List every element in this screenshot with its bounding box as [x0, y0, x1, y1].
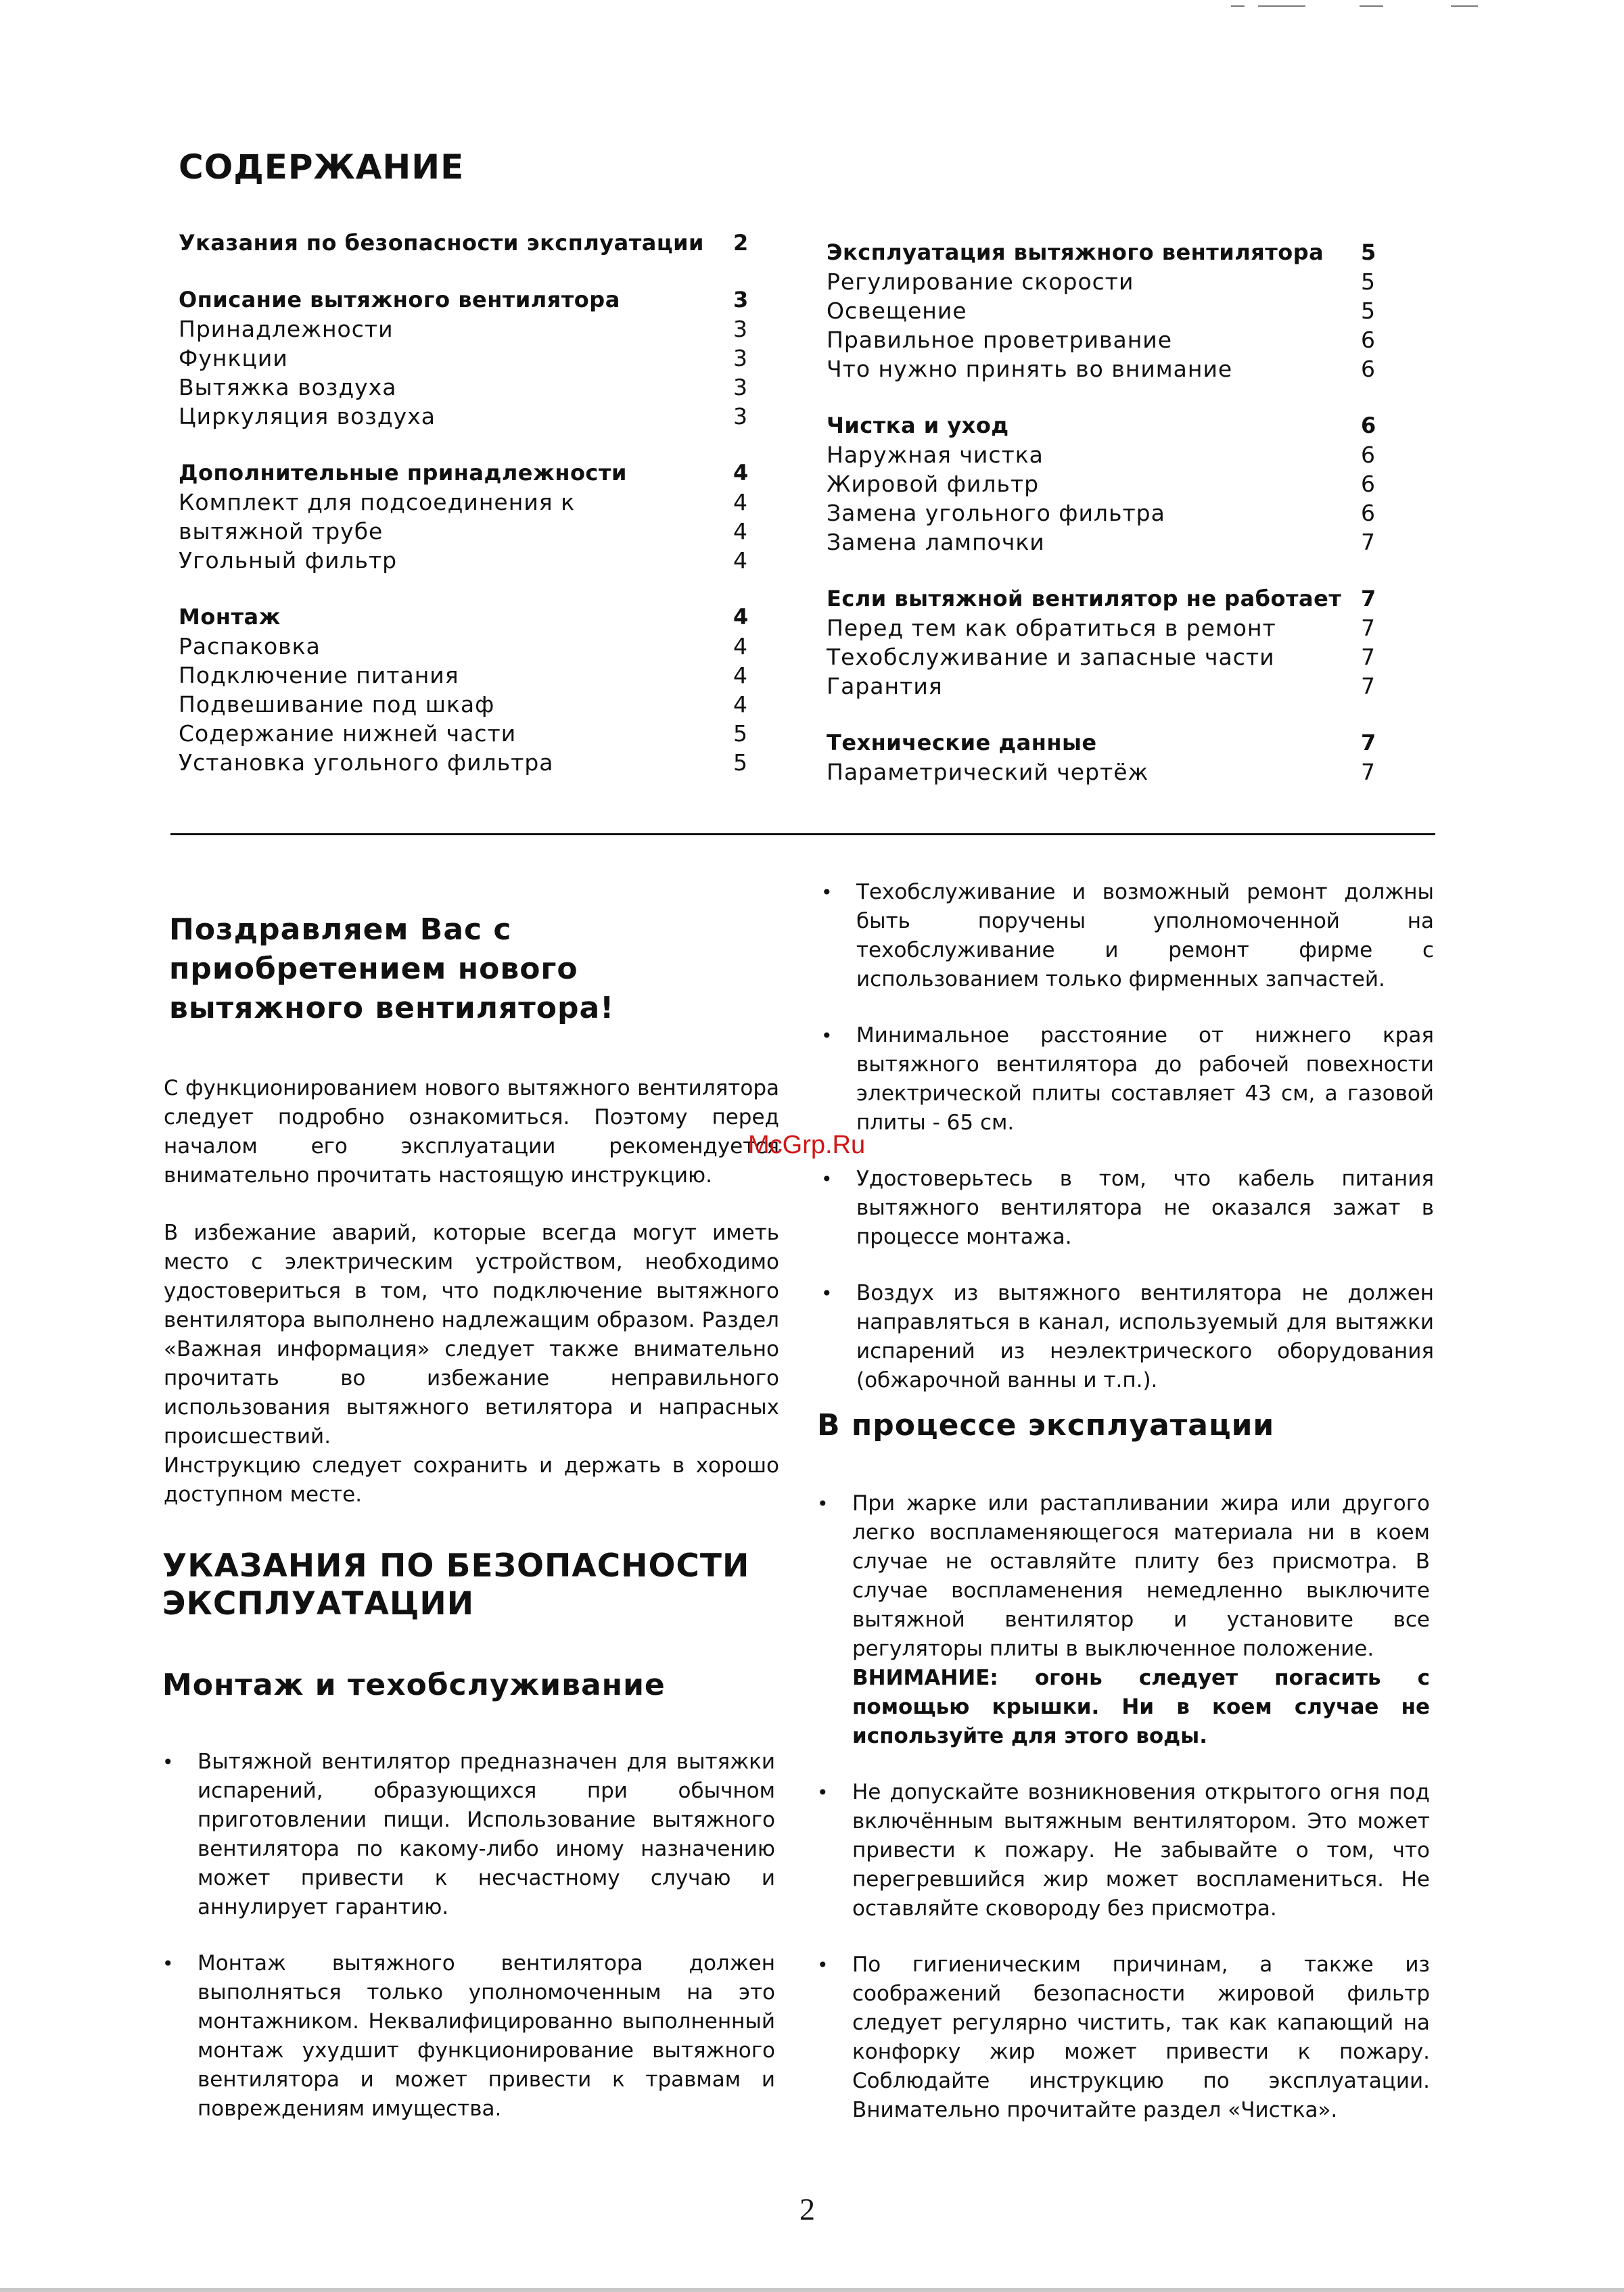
toc-entry-page: 6: [1361, 471, 1376, 497]
toc-section-heading: [179, 285, 760, 314]
list-item: • Техобслуживание и возможный ремонт должны быть поручены уполномоченной на техобслуживание и ремонт фирме с использованием только фирменных запчастей.: [821, 878, 1434, 994]
toc-entry-page: 3: [733, 316, 748, 342]
watermark: McGrp.Ru: [748, 1131, 866, 1159]
scan-edge: [0, 2288, 1624, 2292]
toc-section: [179, 603, 760, 777]
toc-entry-label: Чистка и уход: [827, 413, 1009, 438]
toc-entry-label: Техобслуживание и запасные части: [827, 644, 1275, 670]
toc-entry: [179, 344, 760, 373]
toc-entry: [179, 488, 760, 517]
toc-entry-page: 7: [1361, 730, 1376, 755]
toc-section: [827, 411, 1388, 557]
toc-entry: [179, 632, 760, 661]
toc-entry-label: Технические данные: [827, 730, 1097, 755]
toc-left-column: [179, 229, 760, 805]
toc-section: [179, 229, 760, 258]
toc-entry-page: 6: [1361, 500, 1376, 526]
toc-entry-page: 5: [733, 720, 748, 747]
toc-entry: [179, 517, 760, 546]
fire-warning-text: ВНИМАНИЕ: огонь следует погасить с помощью крышки. Ни в коем случае не используйте для этого воды.: [852, 1666, 1430, 1748]
toc-entry-page: 5: [1361, 239, 1376, 265]
operation-bullets: [817, 1489, 1430, 2152]
toc-entry-label: Установка угольного фильтра: [179, 749, 554, 776]
toc-entry-page: 7: [1361, 759, 1376, 785]
toc-entry-page: 4: [733, 489, 748, 515]
installation-subheading: Монтаж и техобслуживание: [162, 1668, 666, 1702]
fire-instruction-text: При жарке или растапливании жира или другого легко воспламеняющегося материала ни в коем случае не оставляйте плиту без присмотра. В случае воспламенения немедленно выключите вытяжной вентилятор и установите все регуляторы плиты в выключенное положение.: [852, 1491, 1430, 1661]
list-item: [817, 1489, 1430, 1751]
toc-entry-label: Функции: [179, 345, 288, 371]
toc-entry-label: Гарантия: [827, 673, 943, 699]
toc-entry-label: вытяжной трубе: [179, 518, 384, 544]
toc-entry: [827, 469, 1388, 498]
toc-entry: [827, 325, 1388, 354]
scan-marks: [1231, 5, 1481, 9]
list-item: • По гигиеническим причинам, а также из соображений безопасности жировой фильтр следует регулярно чистить, так как капающий на конфорку жир может привести к пожару. Соблюдайте инструкцию по эксплуатации. Внимательно прочитайте раздел «Чистка».: [817, 1950, 1430, 2125]
toc-entry-label: Наружная чистка: [827, 442, 1044, 468]
toc-entry-page: 7: [1361, 644, 1376, 670]
toc-entry-page: 2: [733, 230, 749, 256]
toc-entry-label: Содержание нижней части: [179, 720, 517, 747]
toc-entry: [827, 354, 1388, 383]
toc-entry-page: 6: [1361, 442, 1376, 468]
intro-paragraph-3: Инструкцию следует сохранить и держать в хорошо доступном месте.: [164, 1453, 779, 1507]
intro-paragraph-1: С функционированием нового вытяжного вентилятора следует подробно ознакомиться. Поэтому перед началом его эксплуатации рекомендуется внимательно прочитать настоящую инструкцию.: [164, 1076, 779, 1188]
toc-section: [827, 584, 1388, 701]
toc-section-heading: [179, 459, 760, 488]
toc-entry-page: 3: [733, 374, 748, 400]
toc-entry-label: Угольный фильтр: [179, 547, 398, 574]
list-item: • Удостоверьтесь в том, что кабель питания вытяжного вентилятора не оказался зажат в процессе монтажа.: [821, 1165, 1434, 1252]
toc-section-heading: [179, 603, 760, 632]
toc-section-heading: [827, 728, 1388, 757]
toc-title: СОДЕРЖАНИЕ: [179, 147, 465, 187]
congrats-heading: Поздравляем Вас с приобретением нового вытяжного вентилятора!: [169, 912, 615, 1025]
toc-entry-page: 4: [733, 604, 749, 630]
toc-entry: [179, 314, 760, 344]
toc-entry-label: Описание вытяжного вентилятора: [179, 287, 620, 312]
toc-entry: [827, 672, 1388, 701]
toc-section: [827, 728, 1388, 787]
toc-entry-label: Распаковка: [179, 633, 321, 659]
toc-entry-page: 3: [733, 403, 748, 429]
list-item: • Минимальное расстояние от нижнего края вытяжного вентилятора до рабочей повехности электрической плиты составляет 43 см, а газовой плиты - 65 см.: [821, 1021, 1434, 1138]
toc-section-heading: [827, 411, 1388, 440]
list-item: • Монтаж вытяжного вентилятора должен выполняться только уполномоченным на это монтажником. Неквалифицированно выполненный монтаж ухудшит функционирование вытяжного вентилятора и может привести к травмам и повреждениям имущества.: [162, 1949, 775, 2124]
toc-entry-label: Подключение питания: [179, 662, 459, 688]
toc-entry-page: 7: [1361, 673, 1376, 699]
toc-entry-page: 6: [1361, 413, 1376, 438]
toc-entry-label: Принадлежности: [179, 316, 394, 342]
toc-entry-label: Если вытяжной вентилятор не работает: [827, 586, 1342, 611]
intro-paragraph-2: В избежание аварий, которые всегда могут иметь место с электрическим устройством, необходимо удостовериться в том, что подключение вытяжного вентилятора выполнено надлежащим образом. Раздел «Важная информация» следует также внимательно прочитать во избежание неправильного использования вытяжного ветилятора и напрасных происшествий.: [164, 1221, 779, 1449]
toc-section-heading: [827, 584, 1388, 613]
toc-section-heading: [827, 238, 1388, 267]
toc-entry: [827, 528, 1388, 557]
toc-entry-label: Монтаж: [179, 604, 281, 630]
toc-entry-page: 6: [1361, 356, 1376, 382]
toc-entry-page: 6: [1361, 327, 1376, 353]
toc-entry-page: 5: [1361, 268, 1376, 295]
toc-right-column: [827, 238, 1388, 814]
toc-entry: [827, 440, 1388, 469]
toc-entry: [179, 402, 760, 431]
toc-entry: [179, 546, 760, 575]
toc-entry-page: 7: [1361, 529, 1376, 555]
toc-entry: [179, 690, 760, 719]
toc-entry-label: Правильное проветривание: [827, 327, 1173, 353]
toc-section: [179, 285, 760, 431]
toc-section: [827, 238, 1388, 383]
list-item: • Не допускайте возникновения открытого огня под включённым вытяжным вентилятором. Это может привести к пожару. Не забывайте о том, что перегревшийся жир может воспламениться. Не оставляйте сковороду без присмотра.: [817, 1778, 1430, 1923]
operation-heading: В процессе эксплуатации: [817, 1408, 1275, 1443]
safety-heading: УКАЗАНИЯ ПО БЕЗОПАСНОСТИ ЭКСПЛУАТАЦИИ: [162, 1547, 750, 1622]
toc-entry-page: 7: [1361, 586, 1376, 611]
toc-entry-page: 5: [1361, 298, 1376, 324]
toc-entry: [179, 719, 760, 748]
toc-entry-page: 7: [1361, 615, 1376, 641]
toc-entry: [827, 642, 1388, 672]
toc-entry: [827, 757, 1388, 787]
toc-entry-label: Освещение: [827, 298, 967, 324]
toc-entry-label: Параметрический чертёж: [827, 759, 1149, 785]
list-item: • Вытяжной вентилятор предназначен для вытяжки испарений, образующихся при обычном приготовлении пищи. Использование вытяжного вентилятора по какому-либо иному назначению может привести к несчастному случаю и аннулирует гарантию.: [162, 1748, 775, 1922]
toc-entry-page: 4: [733, 691, 748, 718]
toc-entry-label: Эксплуатация вытяжного вентилятора: [827, 239, 1324, 265]
toc-entry-label: Замена лампочки: [827, 529, 1045, 555]
list-item: • Воздух из вытяжного вентилятора не должен направляться в канал, используемый для вытяжки испарений из неэлектрического оборудования (обжарочной ванны и т.п.).: [821, 1279, 1434, 1395]
installation-bullets-left: [162, 1748, 775, 2151]
toc-entry-page: 4: [733, 547, 748, 574]
toc-entry-page: 4: [733, 633, 748, 659]
toc-entry-page: 3: [733, 345, 748, 371]
toc-entry-page: 4: [733, 662, 748, 688]
toc-entry-page: 3: [733, 287, 749, 312]
toc-section: [179, 459, 760, 575]
toc-entry-label: Подвешивание под шкаф: [179, 691, 495, 718]
toc-entry-label: Что нужно принять во внимание: [827, 356, 1233, 382]
toc-entry: [179, 661, 760, 690]
toc-entry: [827, 498, 1388, 528]
toc-entry: [179, 373, 760, 402]
toc-entry-label: Перед тем как обратиться в ремонт: [827, 615, 1276, 641]
toc-entry-label: Регулирование скорости: [827, 268, 1134, 295]
toc-entry-page: 4: [733, 460, 749, 486]
toc-entry-page: 4: [733, 518, 748, 544]
toc-entry: [827, 296, 1388, 325]
toc-entry-label: Комплект для подсоединения к: [179, 489, 576, 515]
toc-entry: [827, 267, 1388, 296]
toc-entry-label: Жировой фильтр: [827, 471, 1040, 497]
toc-entry: [179, 748, 760, 777]
page-number: 2: [799, 2192, 815, 2226]
toc-entry-label: Вытяжка воздуха: [179, 374, 397, 400]
toc-entry-label: Циркуляция воздуха: [179, 403, 436, 429]
toc-entry-label: Замена угольного фильтра: [827, 500, 1165, 526]
toc-entry-label: Указания по безопасности эксплуатации: [179, 230, 704, 256]
toc-section-heading: [179, 229, 760, 258]
toc-entry-label: Дополнительные принадлежности: [179, 460, 627, 486]
toc-entry-page: 5: [733, 749, 748, 776]
toc-entry: [827, 613, 1388, 642]
installation-bullets-right: [821, 878, 1434, 1422]
divider-rule: [170, 833, 1435, 835]
